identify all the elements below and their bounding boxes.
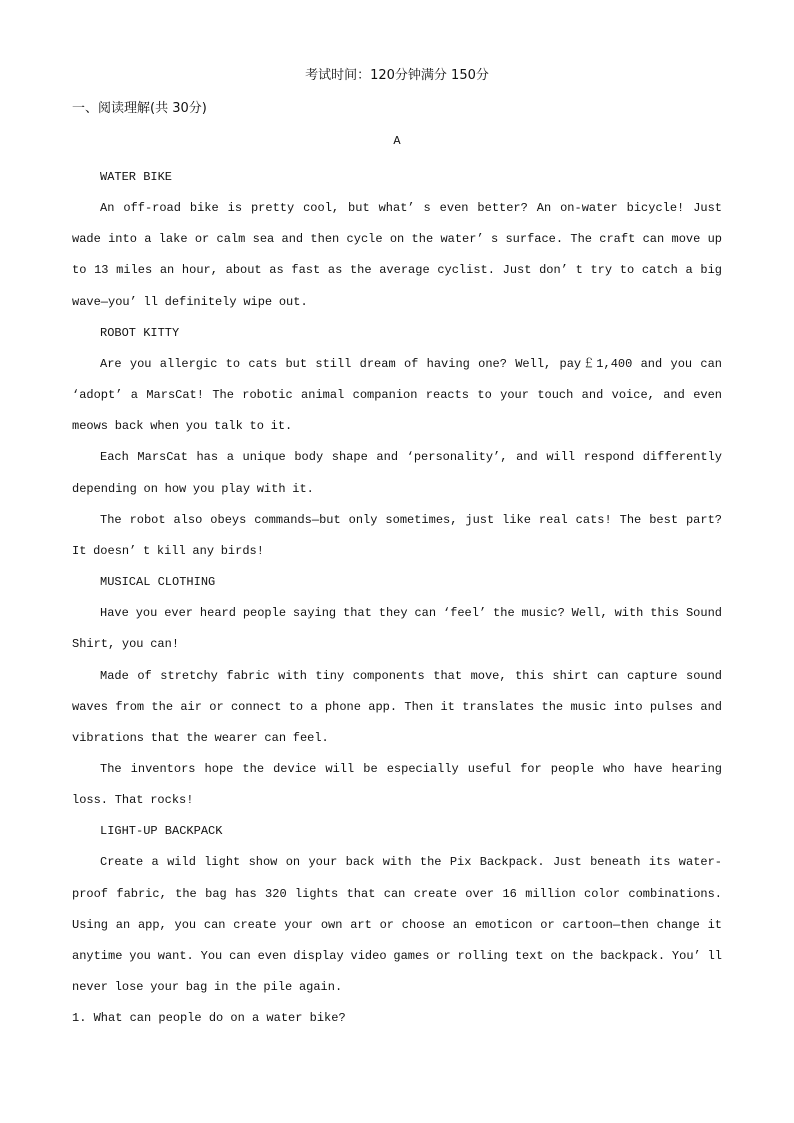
article-paragraph: Have you ever heard people saying that they can ‘feel’ the music? Well, with this Sound Shirt, you can! bbox=[72, 606, 722, 652]
article-paragraph: Create a wild light show on your back with the Pix Backpack. Just beneath its water-proof fabric, the bag has 320 lights that can create over 16 million color combinations. Using an app, you can create your own art or choose an emoticon or cartoon—then change it anytime you want. You can even display video games or rolling text on the backpack. You’ ll never lose your bag in the pile again. bbox=[72, 855, 722, 995]
article-paragraph: The robot also obeys commands—but only sometimes, just like real cats! The best part? It doesn’ t kill any birds! bbox=[72, 512, 722, 558]
article-paragraph: Each MarsCat has a unique body shape and ‘personality’, and will respond differently depending on how you play with it. bbox=[72, 450, 722, 496]
part-letter: A bbox=[393, 134, 401, 148]
question-1: 1. What can people do on a water bike? bbox=[72, 1011, 346, 1026]
article-title-light-up-backpack: LIGHT-UP BACKPACK bbox=[100, 824, 223, 839]
article-paragraph: An off-road bike is pretty cool, but what’ s even better? An on-water bicycle! Just wade into a lake or calm sea and then cycle on the water’ s surface. The craft can move up to 13 miles an hour, about as fast as the average cyclist. Just don’ t try to catch a big wave—you’ ll definitely wipe out. bbox=[72, 201, 722, 309]
article-title-robot-kitty: ROBOT KITTY bbox=[100, 325, 180, 340]
article-paragraph: Made of stretchy fabric with tiny components that move, this shirt can capture sound waves from the air or connect to a phone app. Then it translates the music into pulses and vibrations that the wearer can feel. bbox=[72, 668, 722, 745]
article-paragraph: The inventors hope the device will be especially useful for people who have hearing loss. That rocks! bbox=[72, 761, 722, 808]
section-heading: 一、阅读理解(共 30分) bbox=[72, 101, 207, 116]
article-title-water-bike: WATER BIKE bbox=[100, 170, 173, 184]
article-title-musical-clothing: MUSICAL CLOTHING bbox=[100, 575, 216, 590]
article-paragraph: Are you allergic to cats but still dream of having one? Well, pay￡1,400 and you can ‘adopt’ a MarsCat! The robotic animal companion reacts to your touch and voice, and even meows back when you talk to it. bbox=[72, 356, 722, 434]
reading-passage bbox=[72, 162, 722, 1034]
exam-time-info: 考试时间：120分钟满分 150分 bbox=[305, 68, 489, 83]
